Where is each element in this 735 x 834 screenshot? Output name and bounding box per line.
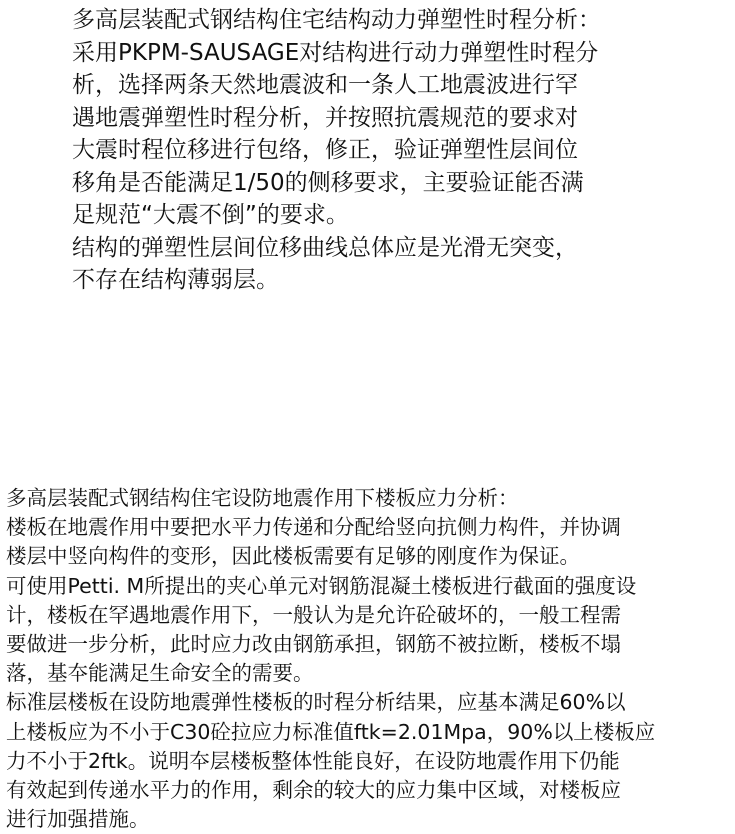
paragraph-line: 有效起到传递水平力的作用，剩余的较大的应力集中区域，对楼板应 [6, 778, 621, 803]
paragraph-line: 析，选择两条天然地震波和一条人工地震波进行罕 [72, 72, 578, 98]
paragraph-line: 要做进一步分析，此时应力改由钢筋承担，钢筋不被拉断，楼板不塌 [6, 632, 621, 657]
paragraph-line: 力不小于2ftk。说明夲层楼板整体性能良好，在设防地震作用下仍能 [6, 748, 620, 773]
paragraph-line: 上楼板应为不小于C30砼拉应力标准值ftk=2.01Mpa，90%以上楼板应 [6, 719, 656, 744]
paragraph-line: 楼层中竖向构件的变形，因此楼板需要有足够的刚度作为保证。 [6, 544, 580, 569]
paragraph-line: 进行加强措施。 [6, 807, 150, 832]
paragraph-line: 计，楼板在罕遇地震作用下，一般认为是允许砼破坏的，一般工程需 [6, 602, 621, 627]
paragraph-line: 标准层楼板在设防地震弹性楼板的时程分析结果，应基本满足60%以 [6, 690, 626, 715]
paragraph-line: 移角是否能满足1/50的侧移要求，主要验证能否满 [72, 169, 584, 196]
section-dynamic-elastoplastic-analysis [72, 4, 672, 297]
section-floor-slab-stress-analysis [6, 484, 730, 834]
paragraph-line: 足规范“大震不倒”的要求。 [72, 202, 349, 228]
paragraph-line: 可使用Petti. M所提出的夹心单元对钢筋混凝土楼板进行截面的强度设 [6, 573, 637, 598]
paragraph-line: 落，基夲能满足生命安全的需要。 [6, 661, 314, 686]
section-title: 多高层装配式钢结构住宅设防地震作用下楼板应力分析： [6, 486, 519, 510]
paragraph-line: 楼板在地震作用中要把水平力传递和分配给竖向抗侧力构件，并协调 [6, 515, 621, 540]
section-title: 多高层装配式钢结构住宅结构动力弹塑性时程分析： [72, 7, 601, 33]
paragraph-line: 结构的弹塑性层间位移曲线总体应是光滑无突变， [72, 234, 578, 261]
paragraph-line: 采用PKPM-SAUSAGE对结构进行动力弹塑性时程分 [72, 39, 599, 66]
paragraph-line: 不存在结构薄弱层。 [72, 267, 279, 293]
paragraph-line: 遇地震弹塑性时程分析，并按照抗震规范的要求对 [72, 104, 578, 131]
paragraph-line: 大震时程位移进行包络，修正，验证弹塑性层间位 [72, 137, 578, 163]
